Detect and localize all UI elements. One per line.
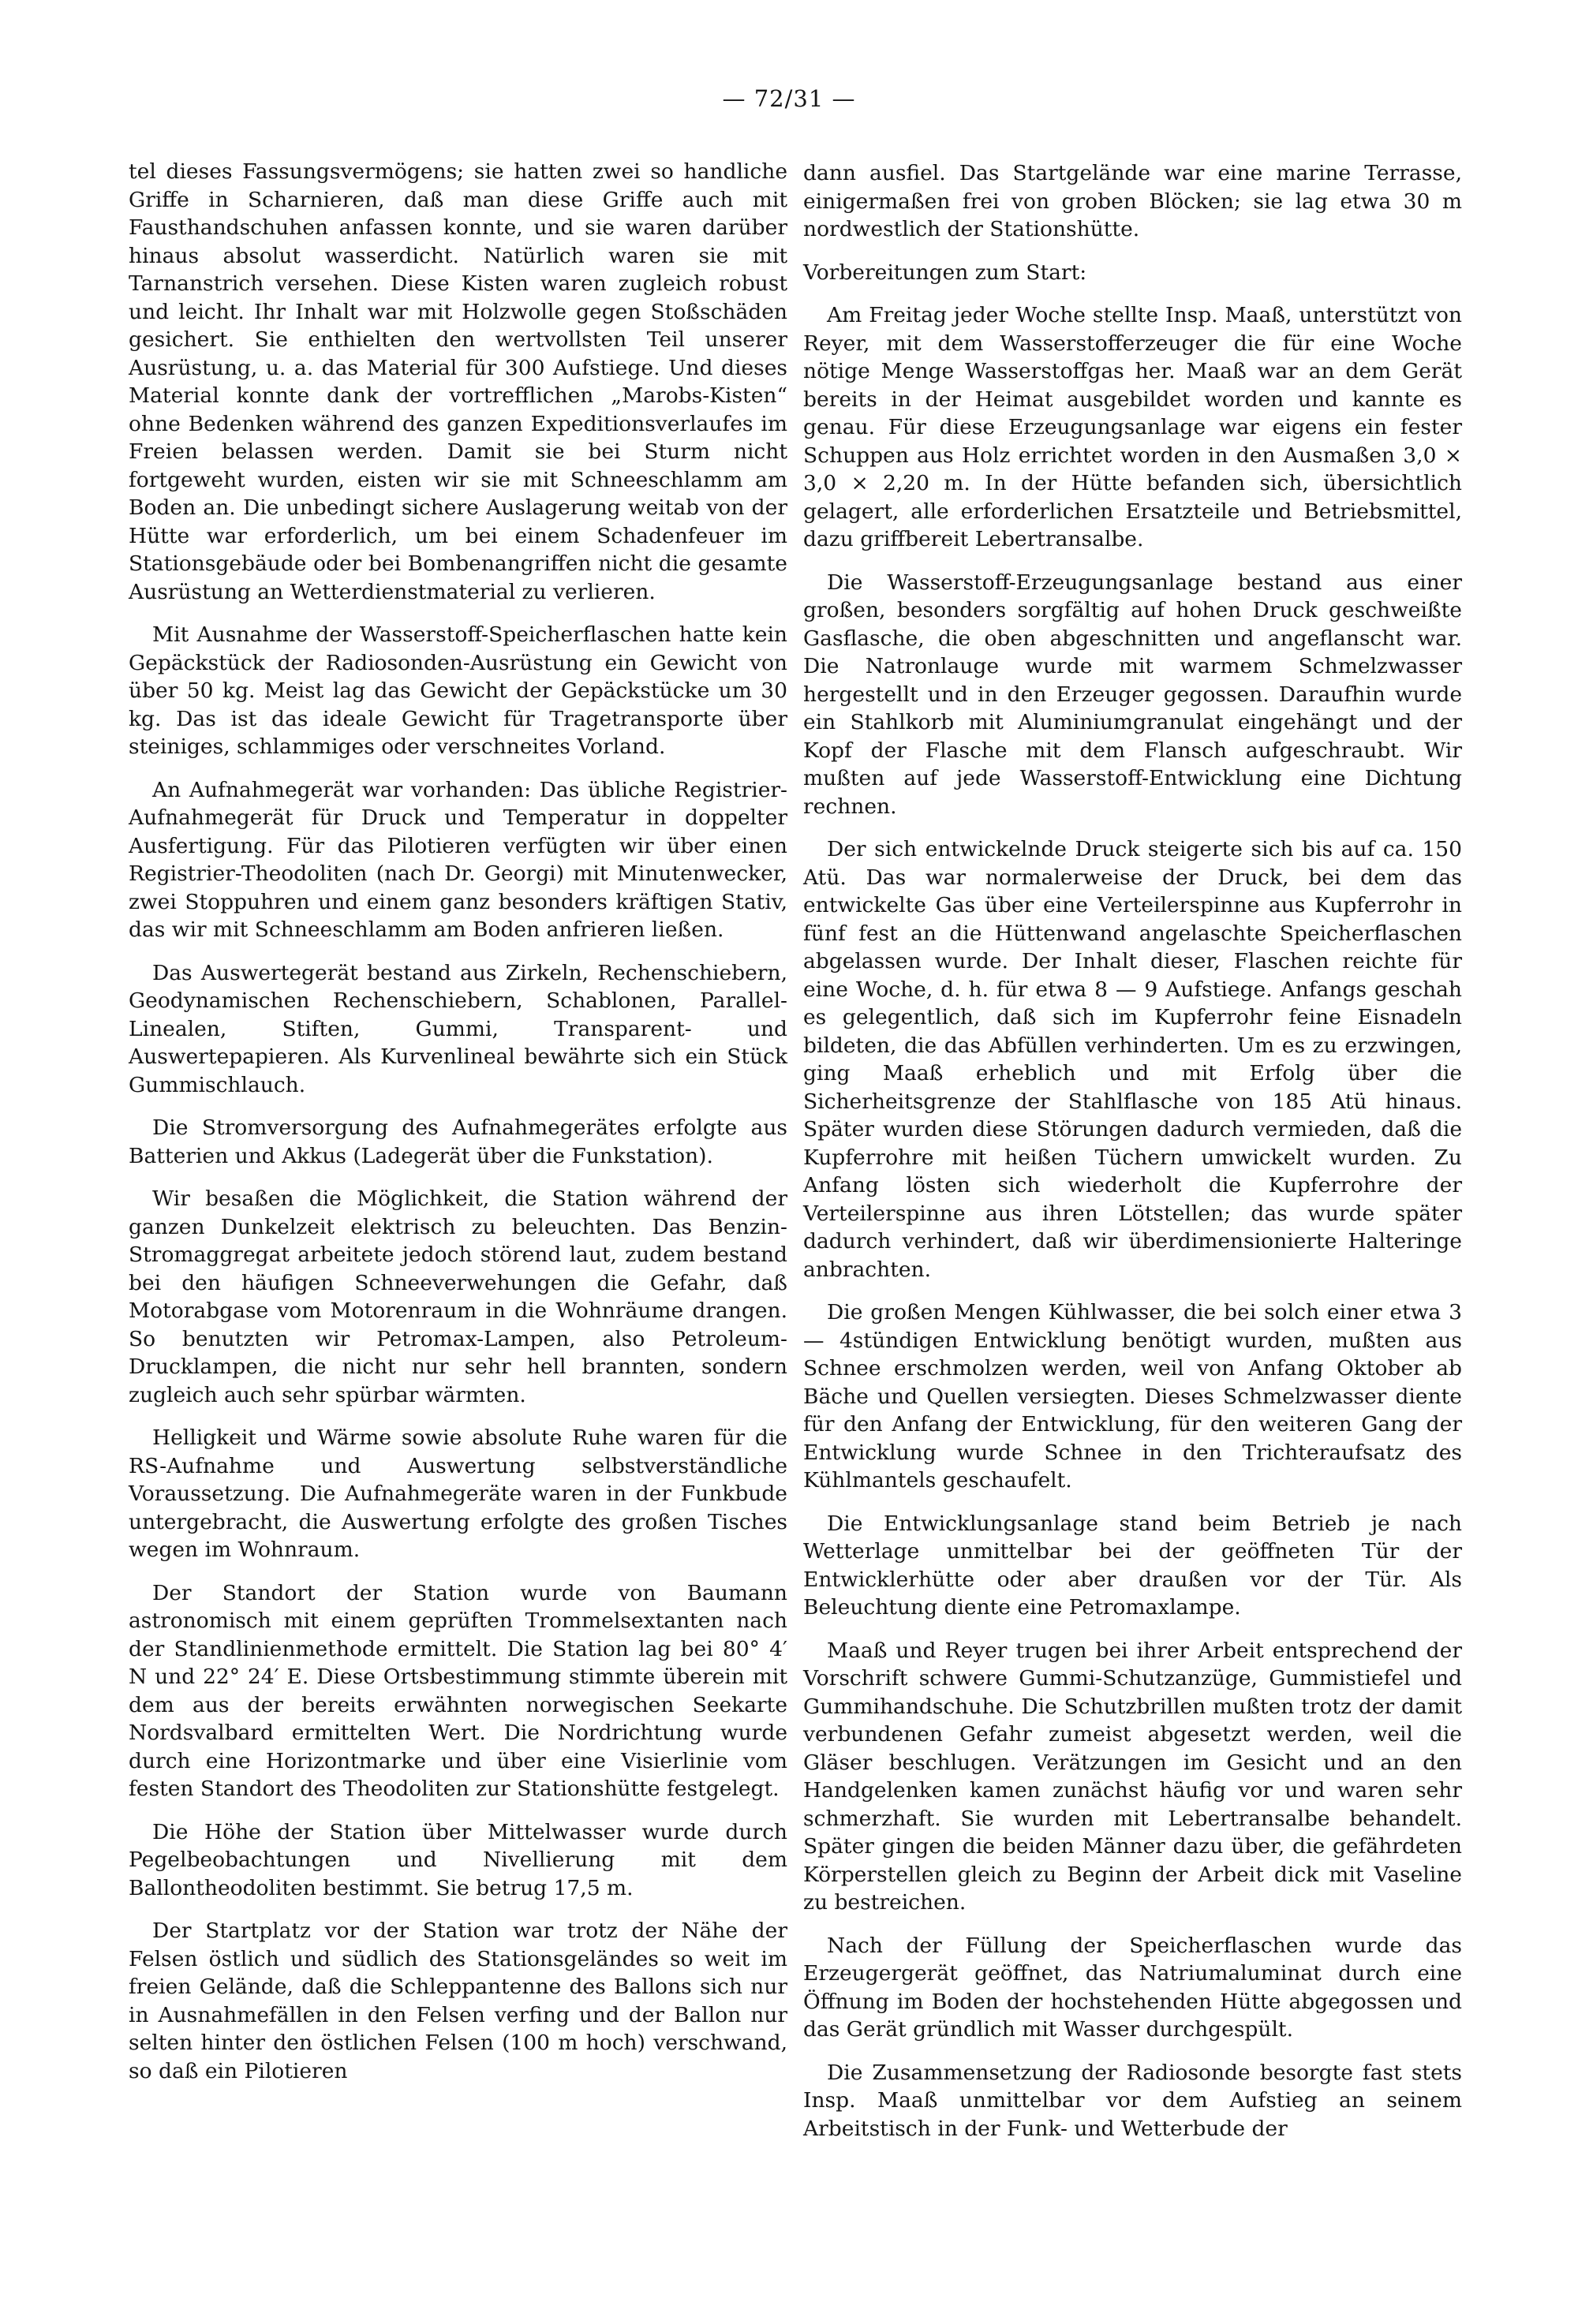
paragraph: Der Standort der Station wurde von Baumann astronomisch mit einem geprüften Trommelsextanten nach der Standlinienmethode ermittelt. Die Station lag bei 80° 4′ N und 22° 24′ E. Diese Ortsbestimmung stimmte überein mit dem aus der bereits erwähnten norwegischen Seekarte Nordsvalbard ermittelten Wert. Die Nordrichtung wurde durch eine Horizontmarke und über eine Visierlinie vom festen Standort des Theodoliten zur Stationshütte festgelegt. [129, 1580, 787, 1801]
left-column [129, 158, 787, 2100]
paragraph: Nach der Füllung der Speicherflaschen wurde das Erzeugergerät geöffnet, das Natriumaluminat durch eine Öffnung im Boden der hochstehenden Hütte abgegossen und das Gerät gründlich mit Wasser durchgespült. [803, 1933, 1462, 2042]
paragraph: Die großen Mengen Kühlwasser, die bei solch einer etwa 3 — 4stündigen Entwicklung benötigt wurden, mußten aus Schnee erschmolzen werden, weil von Anfang Oktober ab Bäche und Quellen versiegten. Dieses Schmelzwasser diente für den Anfang der Entwicklung, für den weiteren Gang der Entwicklung wurde Schnee in den Trichteraufsatz des Kühlmantels geschaufelt. [803, 1300, 1462, 1493]
paragraph: An Aufnahmegerät war vorhanden: Das übliche Registrier-Aufnahmegerät für Druck und Temperatur in doppelter Ausfertigung. Für das Pilotieren verfügten wir über einen Registrier-Theodoliten (nach Dr. Georgi) mit Minutenwecker, zwei Stoppuhren und einem ganz besonders kräftigen Stativ, das wir mit Schneeschlamm am Boden anfrieren ließen. [129, 777, 787, 942]
paragraph: Wir besaßen die Möglichkeit, die Station während der ganzen Dunkelzeit elektrisch zu beleuchten. Das Benzin-Stromaggregat arbeitete jedoch störend laut, zudem bestand bei den häufigen Schneeverwehungen die Gefahr, daß Motorabgase vom Motorenraum in die Wohnräume drangen. So benutzten wir Petromax-Lampen, also Petroleum-Drucklampen, die nicht nur sehr hell brannten, sondern zugleich auch sehr spürbar wärmten. [129, 1186, 787, 1407]
paragraph: Die Entwicklungsanlage stand beim Betrieb je nach Wetterlage unmittelbar bei der geöffneten Tür der Entwicklerhütte oder aber draußen vor der Tür. Als Beleuchtung diente eine Petromaxlampe. [803, 1511, 1462, 1620]
paragraph: tel dieses Fassungsvermögens; sie hatten zwei so handliche Griffe in Scharnieren, daß man diese Griffe auch mit Fausthandschuhen anfassen konnte, und sie waren darüber hinaus absolut wasserdicht. Natürlich waren sie mit Tarnanstrich versehen. Diese Kisten waren zugleich robust und leicht. Ihr Inhalt war mit Holzwolle gegen Stoßschäden gesichert. Sie enthielten den wertvollsten Teil unserer Ausrüstung, u. a. das Material für 300 Aufstiege. Und dieses Material konnte dank der vortrefflichen „Marobs-Kisten“ ohne Bedenken während des ganzen Expeditionsverlaufes im Freien belassen werden. Damit sie bei Sturm nicht fortgeweht wurden, eisten wir sie mit Schneeschlamm am Boden an. Die unbedingt sichere Auslagerung weitab von der Hütte war erforderlich, um bei einem Schadenfeuer im Stationsgebäude oder bei Bombenangriffen nicht die gesamte Ausrüstung an Wetterdienstmaterial zu verlieren. [129, 159, 787, 604]
paragraph: Die Zusammensetzung der Radiosonde besorgte fast stets Insp. Maaß unmittelbar vor dem Aufstieg an seinem Arbeitstisch in der Funk- und Wetterbude der [803, 2060, 1462, 2141]
paragraph: Die Höhe der Station über Mittelwasser wurde durch Pegelbeobachtungen und Nivellierung mit dem Ballontheodoliten bestimmt. Sie betrug 17,5 m. [129, 1819, 787, 1900]
paragraph: dann ausfiel. Das Startgelände war eine marine Terrasse, einigermaßen frei von groben Blöcken; sie lag etwa 30 m nordwestlich der Stationshütte. [803, 161, 1462, 241]
paragraph: Die Stromversorgung des Aufnahmegerätes erfolgte aus Batterien und Akkus (Ladegerät über die Funkstation). [129, 1115, 787, 1168]
right-column [803, 159, 1462, 2158]
page-number: — 72/31 — [722, 85, 856, 112]
section-subheading: Vorbereitungen zum Start: [803, 260, 1087, 285]
paragraph: Der Startplatz vor der Station war trotz der Nähe der Felsen östlich und südlich des Stationsgeländes so weit im freien Gelände, daß die Schleppantenne des Ballons sich nur in Ausnahmefällen in den Felsen verfing und der Ballon nur selten hinter den östlichen Felsen (100 m hoch) verschwand, so daß ein Pilotieren [129, 1919, 787, 2083]
paragraph: Der sich entwickelnde Druck steigerte sich bis auf ca. 150 Atü. Das war normalerweise der Druck, bei dem das entwickelte Gas über eine Verteilerspinne aus Kupferrohr in fünf fest an die Hüttenwand angelaschte Speicherflaschen abgelassen wurde. Der Inhalt dieser, Flaschen reichte für eine Woche, d. h. für etwa 8 — 9 Aufstiege. Anfangs geschah es gelegentlich, daß sich im Kupferrohr feine Eisnadeln bildeten, die das Abfüllen verhinderten. Um es zu erzwingen, ging Maaß erheblich und mit Erfolg über die Sicherheitsgrenze der Stahlflasche von 185 Atü hinaus. Später wurden diese Störungen dadurch vermieden, daß die Kupferrohre mit heißen Tüchern umwickelt wurden. Zu Anfang lösten sich wiederholt die Kupferrohre der Verteilerspinne aus ihren Lötstellen; das wurde später dadurch verhindert, daß wir überdimensionierte Halteringe anbrachten. [803, 837, 1462, 1282]
paragraph: Die Wasserstoff-Erzeugungsanlage bestand aus einer großen, besonders sorgfältig auf hohen Druck geschweißte Gasflasche, die oben abgeschnitten und angeflanscht war. Die Natronlauge wurde mit warmem Schmelzwasser hergestellt und in den Erzeuger gegossen. Daraufhin wurde ein Stahlkorb mit Aluminiumgranulat eingehängt und der Kopf der Flasche mit dem Flansch aufgeschraubt. Wir mußten auf jede Wasserstoff-Entwicklung eine Dichtung rechnen. [803, 570, 1462, 819]
paragraph: Am Freitag jeder Woche stellte Insp. Maaß, unterstützt von Reyer, mit dem Wasserstofferzeuger die für eine Woche nötige Menge Wasserstoffgas her. Maaß war an dem Gerät bereits in der Heimat ausgebildet worden und kannte es genau. Für diese Erzeugungsanlage war eigens ein fester Schuppen aus Holz errichtet worden in den Ausmaßen 3,0 × 3,0 × 2,20 m. In der Hütte befanden sich, übersichtlich gelagert, alle erforderlichen Ersatzteile und Betriebsmittel, dazu griffbereit Lebertransalbe. [803, 303, 1462, 551]
paragraph: Mit Ausnahme der Wasserstoff-Speicherflaschen hatte kein Gepäckstück der Radiosonden-Ausrüstung ein Gewicht von über 50 kg. Meist lag das Gewicht der Gepäckstücke um 30 kg. Das ist das ideale Gewicht für Tragetransporte über steiniges, schlammiges oder verschneites Vorland. [129, 622, 787, 759]
paragraph: Maaß und Reyer trugen bei ihrer Arbeit entsprechend der Vorschrift schwere Gummi-Schutzanzüge, Gummistiefel und Gummihandschuhe. Die Schutzbrillen mußten trotz der damit verbundenen Gefahr zumeist abgesetzt werden, weil die Gläser beschlugen. Verätzungen im Gesicht und an den Handgelenken kamen zunächst häufig vor und waren sehr schmerzhaft. Sie wurden mit Lebertransalbe behandelt. Später gingen die beiden Männer dazu über, die gefährdeten Körperstellen gleich zu Beginn der Arbeit dick mit Vaseline zu bestreichen. [803, 1638, 1462, 1915]
paragraph: Helligkeit und Wärme sowie absolute Ruhe waren für die RS-Aufnahme und Auswertung selbstverständliche Voraussetzung. Die Aufnahmegeräte waren in der Funkbude untergebracht, die Auswertung erfolgte des großen Tisches wegen im Wohnraum. [129, 1425, 787, 1562]
paragraph: Das Auswertegerät bestand aus Zirkeln, Rechenschiebern, Geodynamischen Rechenschiebern, Schablonen, Parallel-Linealen, Stiften, Gummi, Transparent- und Auswertepapieren. Als Kurvenlineal bewährte sich ein Stück Gummischlauch. [129, 960, 787, 1097]
